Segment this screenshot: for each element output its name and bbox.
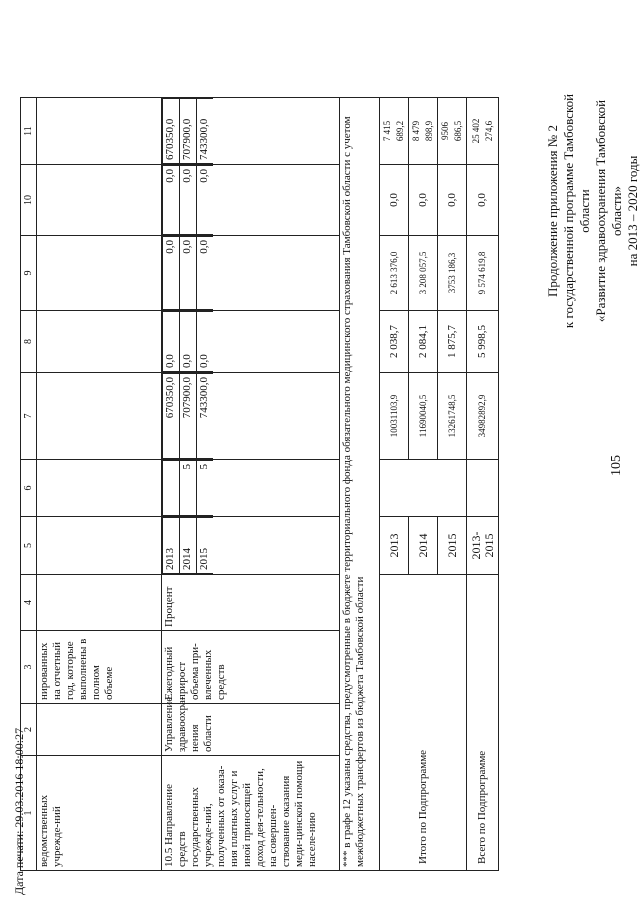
itogo-2015-c7: 13261748,5 (438, 373, 467, 460)
cell-cont-col3: нированных на отчетный год, которые выполнены в полном объеме (37, 631, 162, 704)
cell-10-5-col10 (162, 165, 340, 236)
header-line-2: к государственной программе Тамбовской области (561, 93, 592, 329)
c11-2013: 670350,0 (163, 99, 180, 164)
c9-2013: 0,0 (163, 237, 180, 310)
footnote: *** в графе 12 указаны средства, предусмотренные в бюджете территориального фонда обязательного медицинского страхования Тамбовской области с учетом межбюджетных трансфертов из бюджета Тамбовской области (340, 98, 380, 871)
table-note-row (340, 98, 380, 871)
itogo-2014-c11b: 898,9 (424, 120, 434, 142)
vsego-c7: 34982892,9 (467, 373, 499, 460)
itogo-year-2015: 2015 (438, 517, 467, 575)
c10-2014: 0,0 (180, 166, 197, 235)
vsego-row (467, 98, 499, 871)
col-num-1: 1 (21, 756, 37, 871)
col-num-6: 6 (21, 460, 37, 517)
c6-2015: 5 (197, 461, 214, 516)
itogo-2015-c11 (438, 98, 467, 165)
itogo-2014-c7: 11690040,5 (409, 373, 438, 460)
header-line-1: Продолжение приложения № 2 (545, 125, 560, 297)
year-2014: 2014 (180, 518, 197, 574)
cell-10-5-col7 (162, 373, 340, 460)
itogo-2013-c11 (380, 98, 409, 165)
page-number: 105 (609, 455, 624, 476)
itogo-2013-c11a: 7 415 (382, 120, 392, 142)
itogo-2014-c11a: 8 479 (411, 120, 421, 142)
c7-2013: 670350,0 (163, 374, 180, 459)
cell-10-5-indicator: Ежегодный прирост объема при-влеченных средств (162, 631, 340, 704)
itogo-2015-c11a: 9506 (440, 122, 450, 140)
year-2015: 2015 (197, 518, 214, 574)
table-row-continuation (37, 98, 162, 871)
c6-2013 (163, 461, 180, 516)
cell-10-5-col9 (162, 236, 340, 311)
itogo-2013-c7: 10031103,9 (380, 373, 409, 460)
itogo-2014-c9: 3 208 057,5 (409, 236, 438, 311)
itogo-2015-c11b: 686,5 (453, 120, 463, 142)
c7-2014: 707900,0 (180, 374, 197, 459)
col-num-8: 8 (21, 311, 37, 373)
col-num-10: 10 (21, 165, 37, 236)
cell-10-5-col11 (162, 98, 340, 165)
c8-2015: 0,0 (197, 312, 214, 372)
c10-2013: 0,0 (163, 166, 180, 235)
cell-10-5-measure: 10.5 Направление средств государственных учрежде-ний, полученных от оказа-ния платных услуг и иной приносящей доход дея-тельности, на совершен-ствование оказания меди-цинской помощи населе-нию (162, 756, 340, 871)
itogo-2014-c11 (409, 98, 438, 165)
cell-10-5-executor: Управление здравоохра-нения области (162, 704, 340, 756)
header-line-4: на 2013 – 2020 годы (625, 155, 640, 267)
itogo-year-2013: 2013 (380, 517, 409, 575)
vsego-c9: 9 574 619,8 (467, 236, 499, 311)
itogo-2013-c8: 2 038,7 (380, 311, 409, 373)
vsego-c11 (467, 98, 499, 165)
vsego-c10: 0,0 (467, 165, 499, 236)
print-date-stamp: Дата печати: 29.03.2016 18:00:27 (12, 727, 26, 895)
appendix-header (545, 86, 640, 336)
itogo-2014-c10: 0,0 (409, 165, 438, 236)
c8-2013: 0,0 (163, 312, 180, 372)
cell-10-5-unit: Процент (162, 575, 340, 631)
year-2013: 2013 (163, 518, 180, 574)
c9-2014: 0,0 (180, 237, 197, 310)
itogo-2013-c11b: 689,2 (395, 120, 405, 142)
rotated-content (11, 38, 640, 896)
c10-2015: 0,0 (197, 166, 214, 235)
c11-2015: 743300,0 (197, 99, 214, 164)
itogo-2015-c10: 0,0 (438, 165, 467, 236)
col-num-11: 11 (21, 98, 37, 165)
vsego-year: 2013-2015 (467, 517, 499, 575)
col-num-9: 9 (21, 236, 37, 311)
table-row-10-5 (162, 98, 340, 871)
c9-2015: 0,0 (197, 237, 214, 310)
itogo-2015-c9: 3753 186,3 (438, 236, 467, 311)
header-line-3: «Развитие здравоохранения Тамбовской области» (593, 99, 624, 323)
col-num-3: 3 (21, 631, 37, 704)
years-subtable (162, 517, 213, 574)
itogo-2013-c9: 2 613 376,0 (380, 236, 409, 311)
vsego-c11a: 25 402 (470, 118, 481, 144)
c7-2015: 743300,0 (197, 374, 214, 459)
col-num-7: 7 (21, 373, 37, 460)
cell-10-5-col6 (162, 460, 340, 517)
vsego-c11b: 274,6 (483, 120, 494, 142)
c11-2014: 707900,0 (180, 99, 197, 164)
vsego-c8: 5 998,5 (467, 311, 499, 373)
cell-cont-col1: ведомственных учрежде-ний (37, 756, 162, 871)
itogo-row-2013 (380, 98, 409, 871)
c6-2014: 5 (180, 461, 197, 516)
itogo-2015-c8: 1 875,7 (438, 311, 467, 373)
col-num-2: 2 (21, 704, 37, 756)
cell-10-5-years (162, 517, 340, 575)
program-table (20, 97, 499, 871)
vsego-label: Всего по Подпрограмме (467, 575, 499, 871)
col-num-5: 5 (21, 517, 37, 575)
itogo-year-2014: 2014 (409, 517, 438, 575)
itogo-2013-c10: 0,0 (380, 165, 409, 236)
cell-10-5-col8 (162, 311, 340, 373)
itogo-2014-c8: 2 084,1 (409, 311, 438, 373)
c8-2014: 0,0 (180, 312, 197, 372)
itogo-label: Итого по Подпрограмме (380, 575, 467, 871)
col-num-4: 4 (21, 575, 37, 631)
